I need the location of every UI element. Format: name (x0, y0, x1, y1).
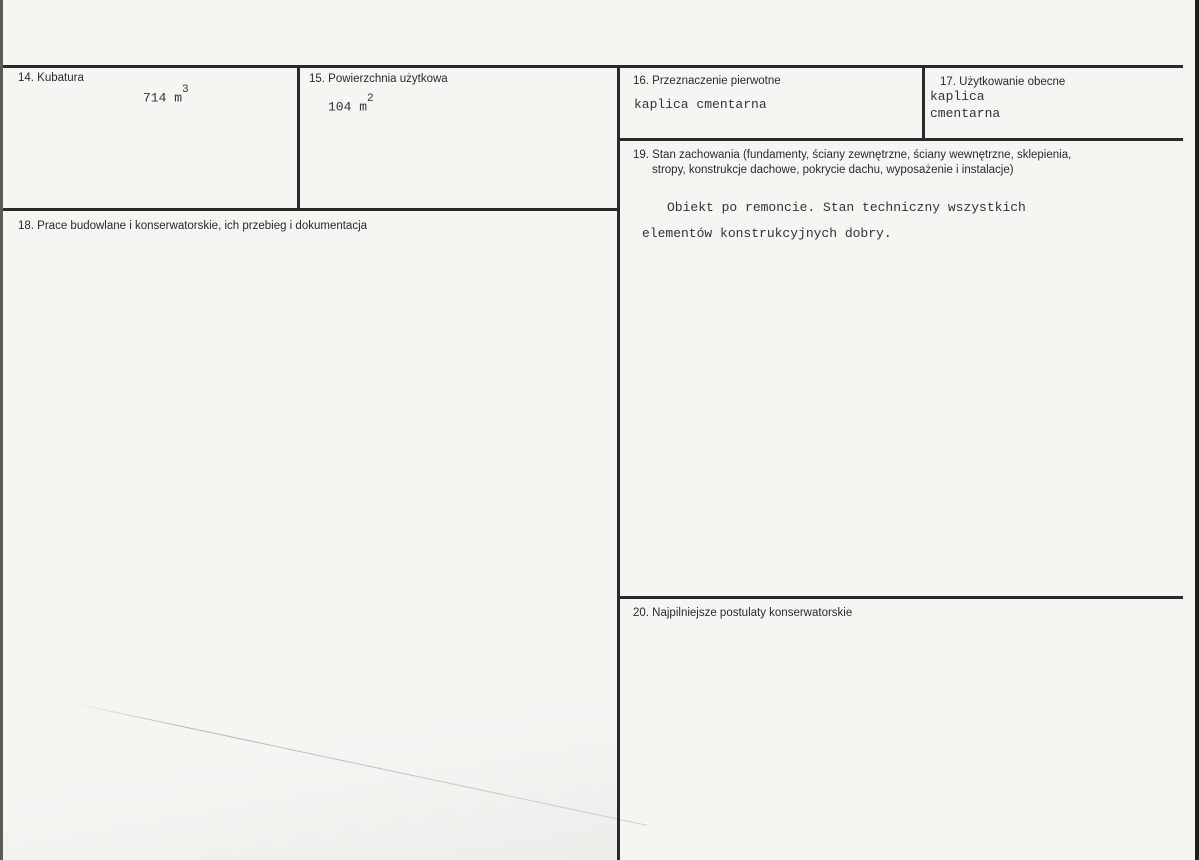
field-17-label: 17. Użytkowanie obecne (940, 76, 1066, 88)
divider-16-17 (922, 65, 925, 140)
field-15-exponent: 2 (367, 93, 374, 105)
field-15-value (328, 93, 374, 115)
field-19-label-line2: stropy, konstrukcje dachowe, pokrycie dachu, wyposażenie i instalacje) (652, 164, 1014, 176)
field-16-value: kaplica cmentarna (634, 97, 767, 112)
field-19-label-line1: 19. Stan zachowania (fundamenty, ściany zewnętrzne, ściany wewnętrzne, sklepienia, (633, 149, 1072, 161)
field-20-label: 20. Najpilniejsze postulaty konserwatorskie (633, 607, 853, 619)
rule-above-20 (620, 596, 1183, 599)
divider-14-15 (297, 65, 300, 210)
paper-shade (0, 690, 620, 860)
card-edge-left (0, 0, 3, 860)
field-16-label: 16. Przeznaczenie pierwotne (633, 75, 781, 87)
field-19-value-line2: elementów konstrukcyjnych dobry. (642, 226, 892, 241)
divider-main (617, 65, 620, 860)
field-15-value-text: 104 m (328, 99, 368, 115)
field-14-exponent: 3 (182, 84, 189, 96)
field-15-label: 15. Powierzchnia użytkowa (309, 73, 448, 85)
top-rule (3, 65, 1183, 68)
card-edge-right (1195, 0, 1199, 860)
field-14-label: 14. Kubatura (18, 72, 84, 84)
field-14-value-text: 714 m (143, 90, 183, 106)
field-14-value (143, 84, 189, 106)
rule-below-14-15 (3, 208, 620, 211)
rule-below-16-17 (620, 138, 1183, 141)
field-18-label: 18. Prace budowlane i konserwatorskie, ich przebieg i dokumentacja (18, 220, 368, 232)
field-19-value-line1: Obiekt po remoncie. Stan techniczny wszystkich (667, 200, 1026, 215)
field-17-value-line1: kaplica (930, 89, 985, 104)
field-17-value-line2: cmentarna (930, 106, 1001, 121)
